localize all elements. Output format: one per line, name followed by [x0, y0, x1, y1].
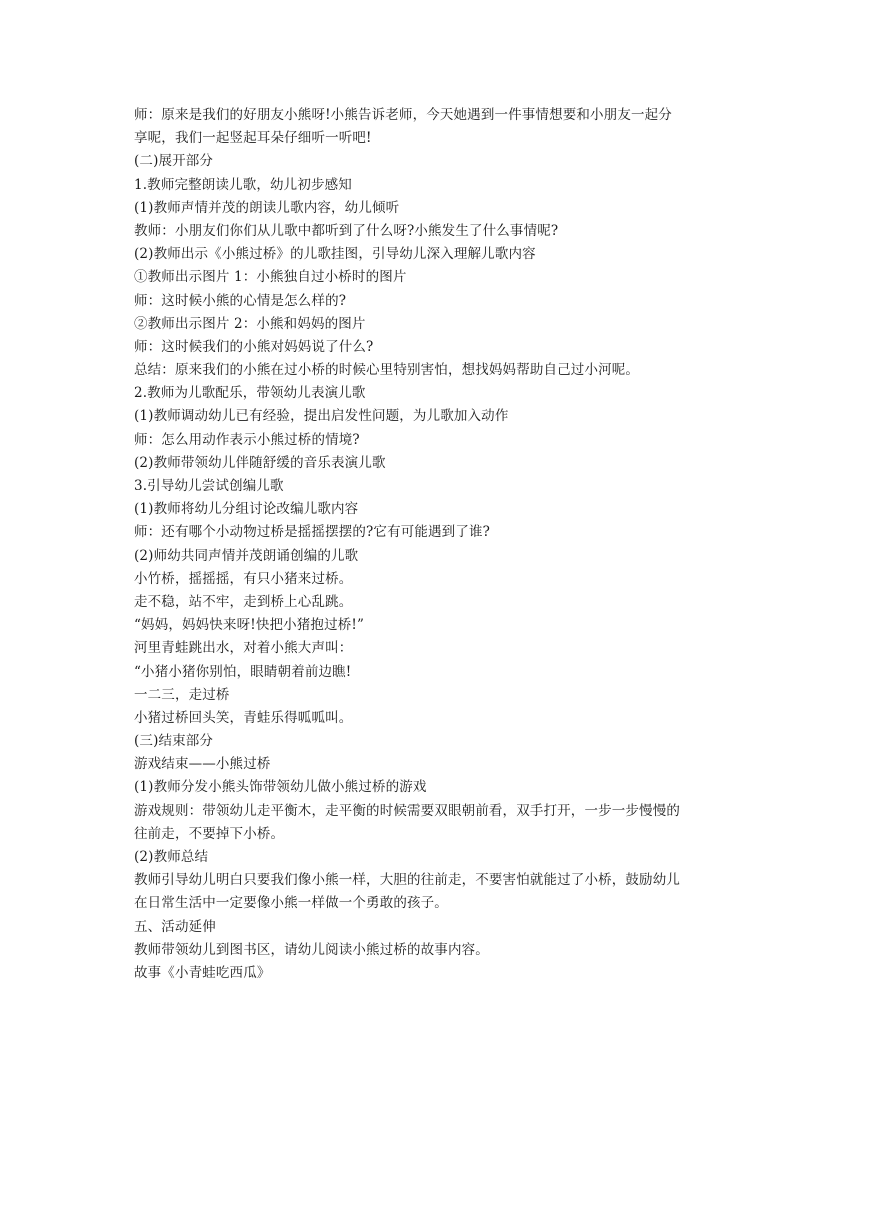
text-line: ②教师出示图片 2：小熊和妈妈的图片	[134, 315, 366, 332]
step-heading: 2.教师为儿歌配乐，带领幼儿表演儿歌	[134, 385, 366, 402]
text-line: (1)教师调动幼儿已有经验，提出启发性问题，为儿歌加入动作	[134, 408, 509, 425]
text-line: (2)教师带领幼儿伴随舒缓的音乐表演儿歌	[134, 454, 386, 471]
document-body	[134, 104, 742, 985]
text-line: 游戏规则：带领幼儿走平衡木，走平衡的时候需要双眼朝前看，双手打开，一步一步慢慢的	[134, 802, 680, 819]
poem-line: 一二三，走过桥	[134, 686, 230, 703]
text-line: 师：怎么用动作表示小熊过桥的情境?	[134, 431, 360, 448]
text-line: 总结：原来我们的小熊在过小桥的时候心里特别害怕，想找妈妈帮助自己过小河呢。	[134, 362, 640, 379]
poem-line: 走不稳，站不牢，走到桥上心乱跳。	[134, 593, 353, 610]
text-line: 享呢，我们一起竖起耳朵仔细听一听吧!	[134, 130, 372, 147]
text-line: ①教师出示图片 1：小熊独自过小桥时的图片	[134, 269, 407, 286]
text-line: 游戏结束——小熊过桥	[134, 756, 271, 773]
text-line: 师：还有哪个小动物过桥是摇摇摆摆的?它有可能遇到了谁?	[134, 524, 491, 541]
text-line: (2)教师总结	[134, 849, 209, 865]
step-heading: 3.引导幼儿尝试创编儿歌	[134, 478, 284, 494]
section-heading: 五、活动延伸	[134, 918, 216, 935]
text-line: 教师：小朋友们你们从儿歌中都听到了什么呀?小熊发生了什么事情呢?	[134, 222, 559, 239]
text-line: (2)教师出示《小熊过桥》的儿歌挂图，引导幼儿深入理解儿歌内容	[134, 246, 536, 263]
poem-line: 小竹桥，摇摇摇，有只小猪来过桥。	[134, 570, 353, 587]
section-heading: (二)展开部分	[134, 153, 214, 170]
text-line: 师：这时候小熊的心情是怎么样的?	[134, 292, 347, 309]
text-line: 故事《小青蛙吃西瓜》	[134, 964, 271, 981]
poem-line: “妈妈，妈妈快来呀!快把小猪抱过桥!”	[134, 617, 365, 634]
text-line: (1)教师将幼儿分组讨论改编儿歌内容	[134, 501, 359, 518]
text-line: 教师引导幼儿明白只要我们像小熊一样，大胆的往前走，不要害怕就能过了小桥，鼓励幼儿	[134, 872, 680, 889]
text-line: 师：原来是我们的好朋友小熊呀!小熊告诉老师，今天她遇到一件事情想要和小朋友一起分	[134, 107, 672, 123]
text-line: 教师带领幼儿到图书区，请幼儿阅读小熊过桥的故事内容。	[134, 941, 489, 958]
text-line: (1)教师分发小熊头饰带领幼儿做小熊过桥的游戏	[134, 779, 427, 796]
poem-line: 河里青蛙跳出水，对着小熊大声叫：	[134, 640, 353, 657]
text-line: (1)教师声情并茂的朗读儿歌内容，幼儿倾听	[134, 199, 400, 216]
text-line: 在日常生活中一定要像小熊一样做一个勇敢的孩子。	[134, 895, 448, 912]
section-heading: (三)结束部分	[134, 733, 214, 750]
step-heading: 1.教师完整朗读儿歌，幼儿初步感知	[134, 176, 352, 193]
poem-line: 小猪过桥回头笑，青蛙乐得呱呱叫。	[134, 709, 353, 726]
text-line: (2)师幼共同声情并茂朗诵创编的儿歌	[134, 547, 359, 564]
poem-line: “小猪小猪你别怕，眼睛朝着前边瞧!	[134, 663, 352, 680]
text-line: 往前走，不要掉下小桥。	[134, 825, 285, 842]
text-line: 师：这时候我们的小熊对妈妈说了什么?	[134, 338, 374, 355]
